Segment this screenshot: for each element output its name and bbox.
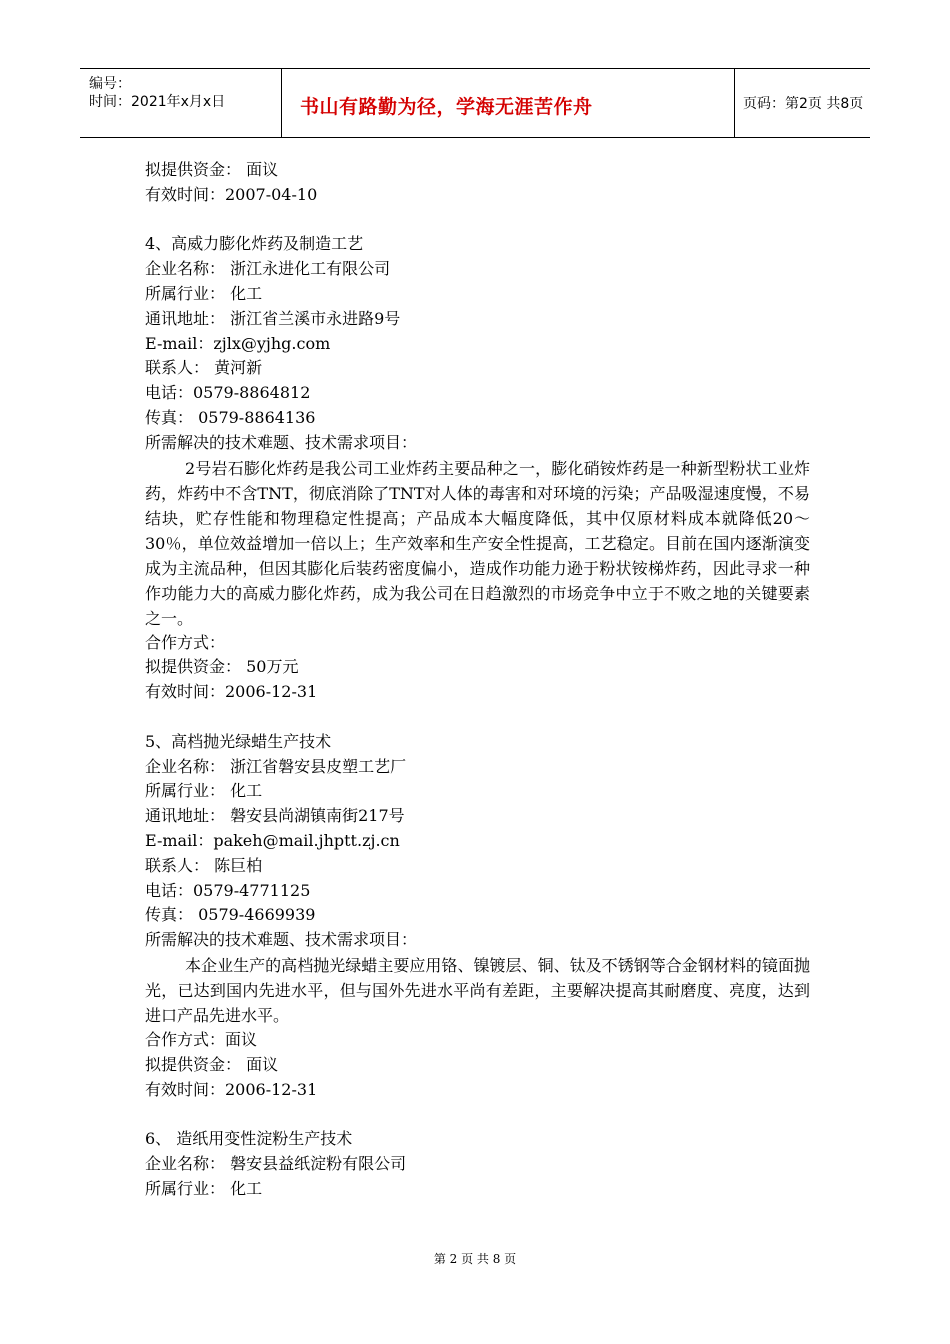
item6-industry: 所属行业： 化工 [145,1178,263,1198]
page-footer: 第 2 页 共 8 页 [433,1252,517,1266]
header-info-cell [80,69,282,137]
header-page-number: 页码：第2页 共8页 [743,96,864,112]
item4-email: E-mail：zjlx@yjhg.com [145,333,331,353]
item4-fax: 传真： 0579-8864136 [145,407,316,427]
item4-company: 企业名称： 浙江永进化工有限公司 [145,259,391,279]
item6-title: 6、 造纸用变性淀粉生产技术 [145,1129,353,1149]
item4-validity: 有效时间：2006-12-31 [145,682,318,702]
item4-needs-label: 所需解决的技术难题、技术需求项目： [145,432,418,452]
item5-industry: 所属行业： 化工 [145,781,263,801]
item5-phone: 电话：0579-4771125 [145,880,311,900]
item4-title: 4、高威力膨化炸药及制造工艺 [145,234,364,254]
item4-contact: 联系人： 黄河新 [145,358,263,378]
item5-validity: 有效时间：2006-12-31 [145,1079,318,1099]
item4-industry: 所属行业： 化工 [145,283,263,303]
item5-email: E-mail：pakeh@mail.jhptt.zj.cn [145,830,400,850]
item4-funding: 拟提供资金： 50万元 [145,657,299,677]
item5-company: 企业名称： 浙江省磐安县皮塑工艺厂 [145,756,407,776]
item4-phone: 电话：0579-8864812 [145,383,311,403]
intro-validity: 有效时间：2007-04-10 [145,184,318,204]
item5-needs-label: 所需解决的技术难题、技术需求项目： [145,930,418,950]
item4-description-text: 2号岩石膨化炸药是我公司工业炸药主要品种之一，膨化硝铵炸药是一种新型粉状工业炸药，炸药中不含TNT，彻底消除了TNT对人体的毒害和对环境的污染；产品吸湿速度慢，不易结块，贮存性能和物理稳定性提高；产品成本大幅度降低，其中仅原材料成本就降低20～30％，单位效益增加一倍以上；生产效率和生产安全性提高，工艺稳定。目前在国内逐渐演变成为主流品种，但因其膨化后装药密度偏小，造成作功能力逊于粉状铵梯炸药，因此寻求一种作功能力大的高威力膨化炸药，成为我公司在日趋激烈的市场竞争中立于不败之地的关键要素之一。 [145,458,810,628]
item5-funding: 拟提供资金： 面议 [145,1054,279,1074]
header-motto: 书山有路勤为径，学海无涯苦作舟 [300,96,593,118]
document-date: 时间：2021年x月x日 [89,94,226,110]
header-page-cell [735,69,870,137]
item6-company: 企业名称： 磐安县益纸淀粉有限公司 [145,1153,407,1173]
item5-address: 通讯地址： 磐安县尚湖镇南街217号 [145,806,405,826]
item4-description [145,456,810,631]
item5-contact: 联系人： 陈巨柏 [145,855,263,875]
item4-cooperation: 合作方式： [145,632,226,652]
item5-description-text: 本企业生产的高档抛光绿蜡主要应用铬、镍镀层、铜、钛及不锈钢等合金钢材料的镜面抛光，已达到国内先进水平，但与国外先进水平尚有差距，主要解决提高其耐磨度、亮度，达到进口产品先进水平。 [145,955,810,1025]
item5-fax: 传真： 0579-4669939 [145,905,316,925]
item5-description [145,953,810,1028]
item4-address: 通讯地址： 浙江省兰溪市永进路9号 [145,308,401,328]
document-body [145,158,810,1202]
item5-cooperation: 合作方式：面议 [145,1029,258,1049]
page-header [80,68,870,138]
intro-funding: 拟提供资金： 面议 [145,160,279,179]
header-motto-cell [282,69,735,137]
item5-title: 5、高档抛光绿蜡生产技术 [145,731,332,751]
document-number: 编号： [89,76,131,92]
